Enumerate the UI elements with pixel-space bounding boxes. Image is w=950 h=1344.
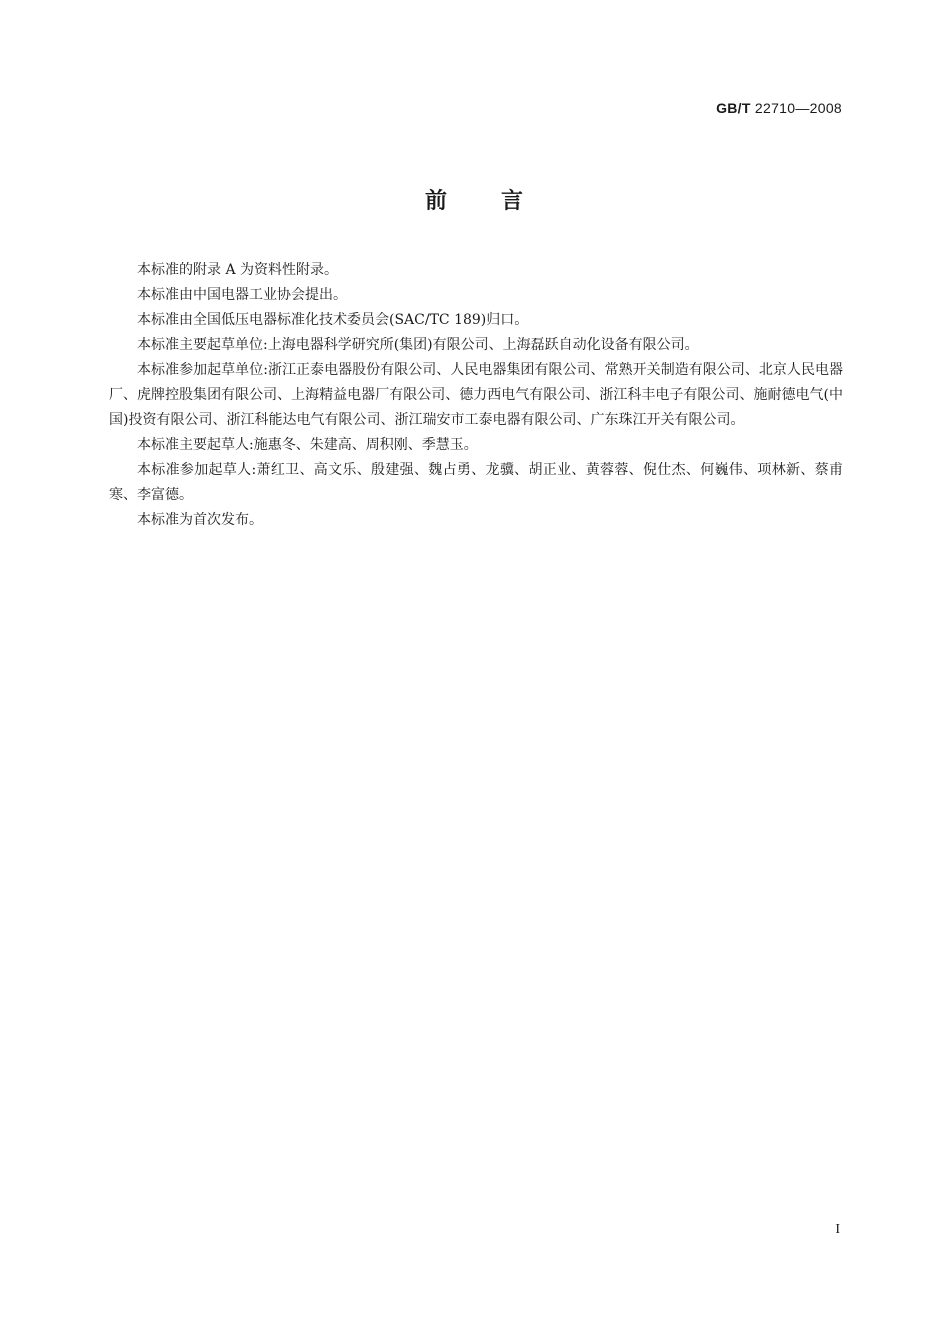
paragraph-under-jurisdiction: 本标准由全国低压电器标准化技术委员会(SAC/TC 189)归口。 [137,312,529,328]
standard-code [716,100,842,116]
foreword-body [109,258,843,533]
title-char-2: 言 [501,189,526,214]
title-char-1: 前 [424,189,449,214]
standard-code-number: 22710—2008 [754,100,842,116]
page-number: I [835,1222,840,1237]
paragraph-annex: 本标准的附录 A 为资料性附录。 [137,262,339,278]
paragraph-main-drafting-units: 本标准主要起草单位:上海电器科学研究所(集团)有限公司、上海磊跃自动化设备有限公司。 [137,337,699,353]
paragraph-main-drafters: 本标准主要起草人:施惠冬、朱建高、周积刚、季慧玉。 [137,437,478,453]
standard-code-prefix: GB/T [716,100,751,116]
paragraph-participating-drafters: 本标准参加起草人:萧红卫、高文乐、殷建强、魏占勇、龙骥、胡正业、黄蓉蓉、倪仕杰、何巍伟、项林新、蔡甫寒、李富德。 [109,462,843,503]
paragraph-participating-units: 本标准参加起草单位:浙江正泰电器股份有限公司、人民电器集团有限公司、常熟开关制造有限公司、北京人民电器厂、虎牌控股集团有限公司、上海精益电器厂有限公司、德力西电气有限公司、浙江科丰电子有限公司、施耐德电气(中国)投资有限公司、浙江科能达电气有限公司、浙江瑞安市工泰电器有限公司、广东珠江开关有限公司。 [109,362,843,428]
page-title [0,184,950,215]
paragraph-first-issue: 本标准为首次发布。 [137,512,263,528]
paragraph-proposed-by: 本标准由中国电器工业协会提出。 [137,287,347,303]
